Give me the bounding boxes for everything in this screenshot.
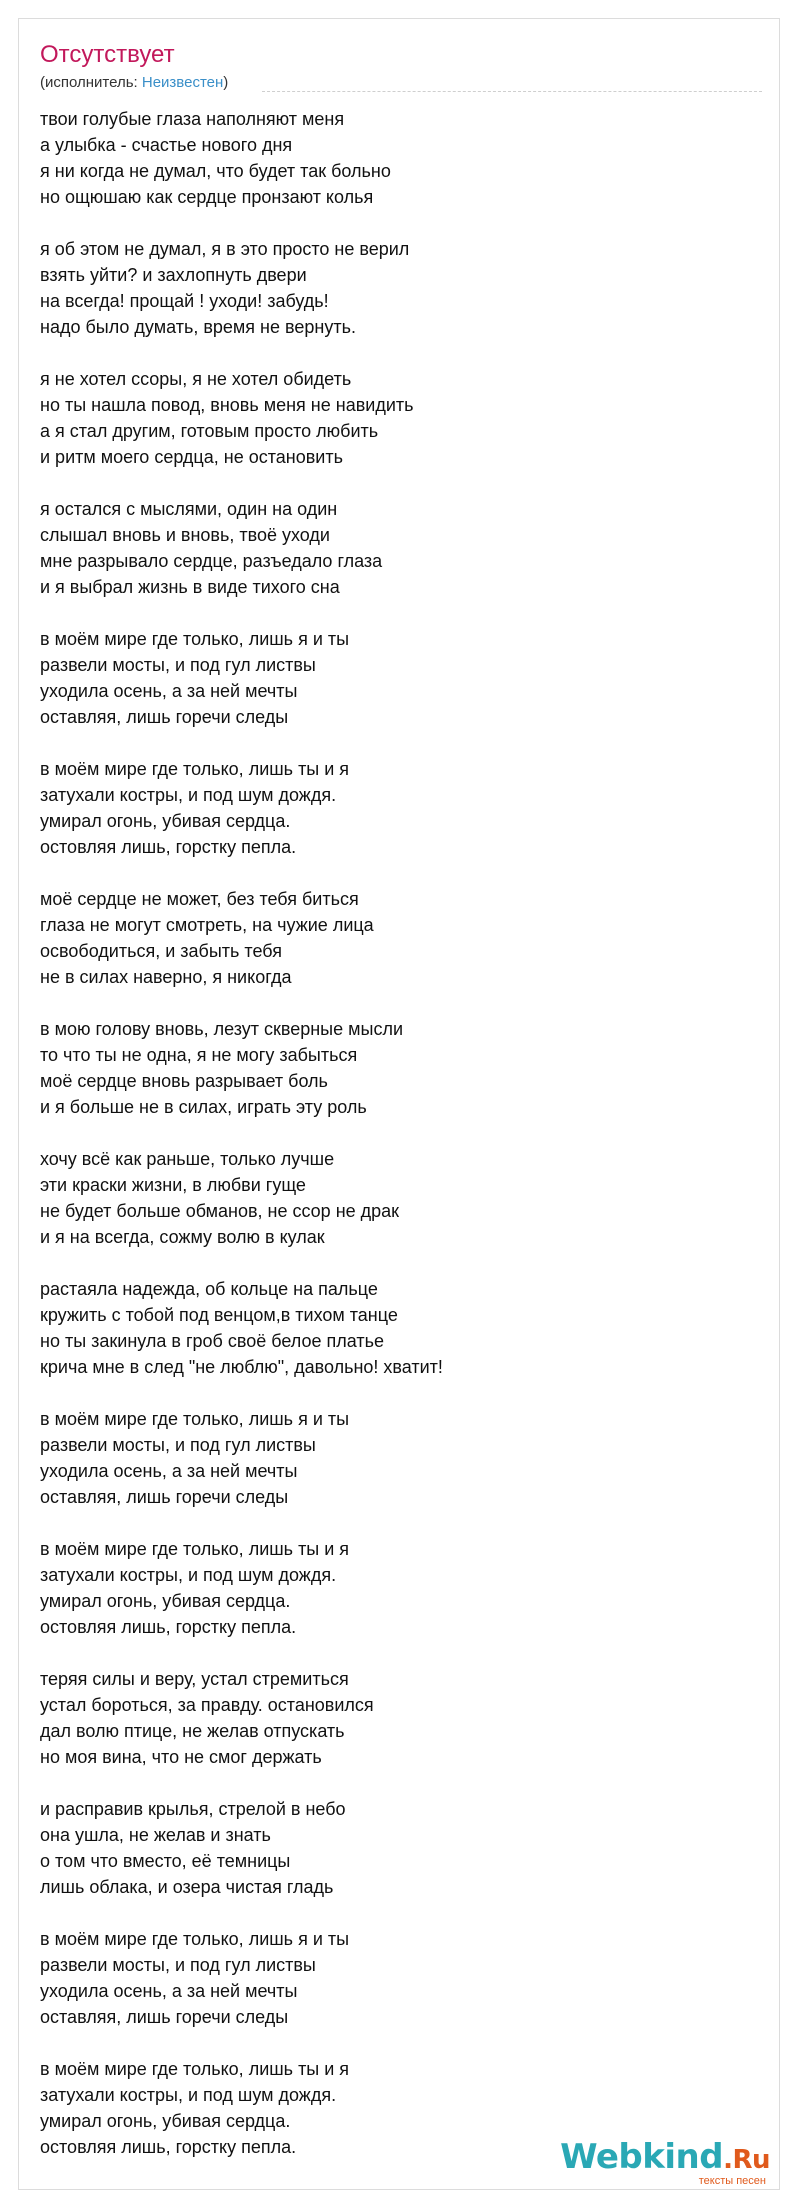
lyric-line: о том что вместо, её темницы bbox=[40, 1851, 291, 1871]
lyric-line: в моём мире где только, лишь ты и я bbox=[40, 759, 350, 779]
lyric-line: мне разрывало сердце, разъедало глаза bbox=[40, 551, 383, 571]
lyrics-stanza bbox=[40, 1276, 740, 1380]
lyric-line: уходила осень, а за ней мечты bbox=[40, 681, 298, 701]
lyric-line: лишь облака, и озера чистая гладь bbox=[40, 1877, 334, 1897]
lyric-line: умирал огонь, убивая сердца. bbox=[40, 811, 291, 831]
lyric-line: устал бороться, за правду. остановился bbox=[40, 1695, 374, 1715]
lyric-line: она ушла, не желав и знать bbox=[40, 1825, 271, 1845]
lyric-line: умирал огонь, убивая сердца. bbox=[40, 2111, 291, 2131]
lyric-line: в моём мире где только, лишь ты и я bbox=[40, 2059, 350, 2079]
lyrics-stanza bbox=[40, 496, 740, 600]
lyric-line: хочу всё как раньше, только лучше bbox=[40, 1149, 335, 1169]
lyric-line: в мою голову вновь, лезут скверные мысли bbox=[40, 1019, 404, 1039]
lyrics-stanza bbox=[40, 366, 740, 470]
lyric-line: но ты нашла повод, вновь меня не навидить bbox=[40, 395, 414, 415]
site-logo[interactable] bbox=[560, 2138, 770, 2187]
lyrics-stanza bbox=[40, 756, 740, 860]
lyric-line: кружить с тобой под венцом,в тихом танце bbox=[40, 1305, 398, 1325]
lyric-line: но моя вина, что не смог держать bbox=[40, 1747, 322, 1767]
lyric-line: остовляя лишь, горстку пепла. bbox=[40, 1617, 297, 1637]
lyrics-stanza bbox=[40, 1016, 740, 1120]
lyric-line: развели мосты, и под гул листвы bbox=[40, 655, 316, 675]
logo-wordmark bbox=[560, 2138, 770, 2179]
lyric-line: и ритм моего сердца, не остановить bbox=[40, 447, 343, 467]
lyrics-stanza bbox=[40, 1146, 740, 1250]
lyric-line: умирал огонь, убивая сердца. bbox=[40, 1591, 291, 1611]
artist-link[interactable]: Неизвестен bbox=[141, 74, 224, 91]
lyric-line: в моём мире где только, лишь ты и я bbox=[40, 1539, 350, 1559]
lyric-line: эти краски жизни, в любви гуще bbox=[40, 1175, 306, 1195]
lyrics-body bbox=[40, 106, 740, 2186]
lyric-line: уходила осень, а за ней мечты bbox=[40, 1461, 298, 1481]
logo-tagline: тексты песен bbox=[698, 2175, 766, 2187]
artist-suffix: ) bbox=[223, 74, 229, 91]
lyric-line: в моём мире где только, лишь я и ты bbox=[40, 1929, 350, 1949]
lyric-line: взять уйти? и захлопнуть двери bbox=[40, 265, 307, 285]
logo-main-text: Webkind bbox=[560, 2137, 724, 2177]
artist-line bbox=[40, 74, 228, 92]
lyrics-stanza bbox=[40, 1666, 740, 1770]
lyric-line: а улыбка - счастье нового дня bbox=[40, 135, 293, 155]
song-title: Отсутствует bbox=[40, 41, 175, 68]
lyrics-stanza bbox=[40, 1926, 740, 2030]
lyric-line: я ни когда не думал, что будет так больно bbox=[40, 161, 391, 181]
lyric-line: не в силах наверно, я никогда bbox=[40, 967, 292, 987]
lyric-line: и я на всегда, сожму волю в кулак bbox=[40, 1227, 325, 1247]
lyric-line: оставляя, лишь горечи следы bbox=[40, 707, 289, 727]
lyric-line: крича мне в след "не люблю", давольно! хватит! bbox=[40, 1357, 443, 1377]
lyric-line: развели мосты, и под гул листвы bbox=[40, 1435, 316, 1455]
lyric-line: растаяла надежда, об кольце на пальце bbox=[40, 1279, 378, 1299]
lyric-line: то что ты не одна, я не могу забыться bbox=[40, 1045, 358, 1065]
lyric-line: но ощюшаю как сердце пронзают колья bbox=[40, 187, 374, 207]
lyric-line: на всегда! прощай ! уходи! забудь! bbox=[40, 291, 329, 311]
lyric-line: твои голубые глаза наполняют меня bbox=[40, 109, 345, 129]
lyrics-stanza bbox=[40, 886, 740, 990]
lyric-line: остовляя лишь, горстку пепла. bbox=[40, 837, 297, 857]
lyric-line: оставляя, лишь горечи следы bbox=[40, 2007, 289, 2027]
lyric-line: уходила осень, а за ней мечты bbox=[40, 1981, 298, 2001]
lyric-line: и я выбрал жизнь в виде тихого сна bbox=[40, 577, 340, 597]
lyric-line: теряя силы и веру, устал стремиться bbox=[40, 1669, 349, 1689]
lyric-line: слышал вновь и вновь, твоё уходи bbox=[40, 525, 330, 545]
lyric-line: оставляя, лишь горечи следы bbox=[40, 1487, 289, 1507]
lyrics-stanza bbox=[40, 1406, 740, 1510]
lyric-line: в моём мире где только, лишь я и ты bbox=[40, 629, 350, 649]
lyrics-stanza bbox=[40, 626, 740, 730]
lyric-line: дал волю птице, не желав отпускать bbox=[40, 1721, 345, 1741]
lyrics-stanza bbox=[40, 106, 740, 210]
lyrics-stanza bbox=[40, 236, 740, 340]
lyric-line: развели мосты, и под гул листвы bbox=[40, 1955, 316, 1975]
lyric-line: затухали костры, и под шум дождя. bbox=[40, 2085, 337, 2105]
title-separator bbox=[262, 91, 762, 92]
lyric-line: я не хотел ссоры, я не хотел обидеть bbox=[40, 369, 352, 389]
lyric-line: не будет больше обманов, не ссор не драк bbox=[40, 1201, 400, 1221]
lyric-line: затухали костры, и под шум дождя. bbox=[40, 785, 337, 805]
logo-tld-text: .Ru bbox=[723, 2145, 770, 2175]
lyric-line: освободиться, и забыть тебя bbox=[40, 941, 282, 961]
lyric-line: я об этом не думал, я в это просто не верил bbox=[40, 239, 410, 259]
lyric-line: затухали костры, и под шум дождя. bbox=[40, 1565, 337, 1585]
lyric-line: и я больше не в силах, играть эту роль bbox=[40, 1097, 367, 1117]
lyric-line: остовляя лишь, горстку пепла. bbox=[40, 2137, 297, 2157]
lyric-line: надо было думать, время не вернуть. bbox=[40, 317, 356, 337]
lyric-line: моё сердце не может, без тебя биться bbox=[40, 889, 359, 909]
lyrics-stanza bbox=[40, 1536, 740, 1640]
lyric-line: в моём мире где только, лишь я и ты bbox=[40, 1409, 350, 1429]
lyric-line: я остался с мыслями, один на один bbox=[40, 499, 338, 519]
lyric-line: а я стал другим, готовым просто любить bbox=[40, 421, 379, 441]
lyric-line: и расправив крылья, стрелой в небо bbox=[40, 1799, 346, 1819]
lyric-line: моё сердце вновь разрывает боль bbox=[40, 1071, 328, 1091]
lyric-line: но ты закинула в гроб своё белое платье bbox=[40, 1331, 384, 1351]
lyric-line: глаза не могут смотреть, на чужие лица bbox=[40, 915, 374, 935]
lyrics-stanza bbox=[40, 1796, 740, 1900]
artist-prefix: (исполнитель: bbox=[40, 74, 142, 91]
